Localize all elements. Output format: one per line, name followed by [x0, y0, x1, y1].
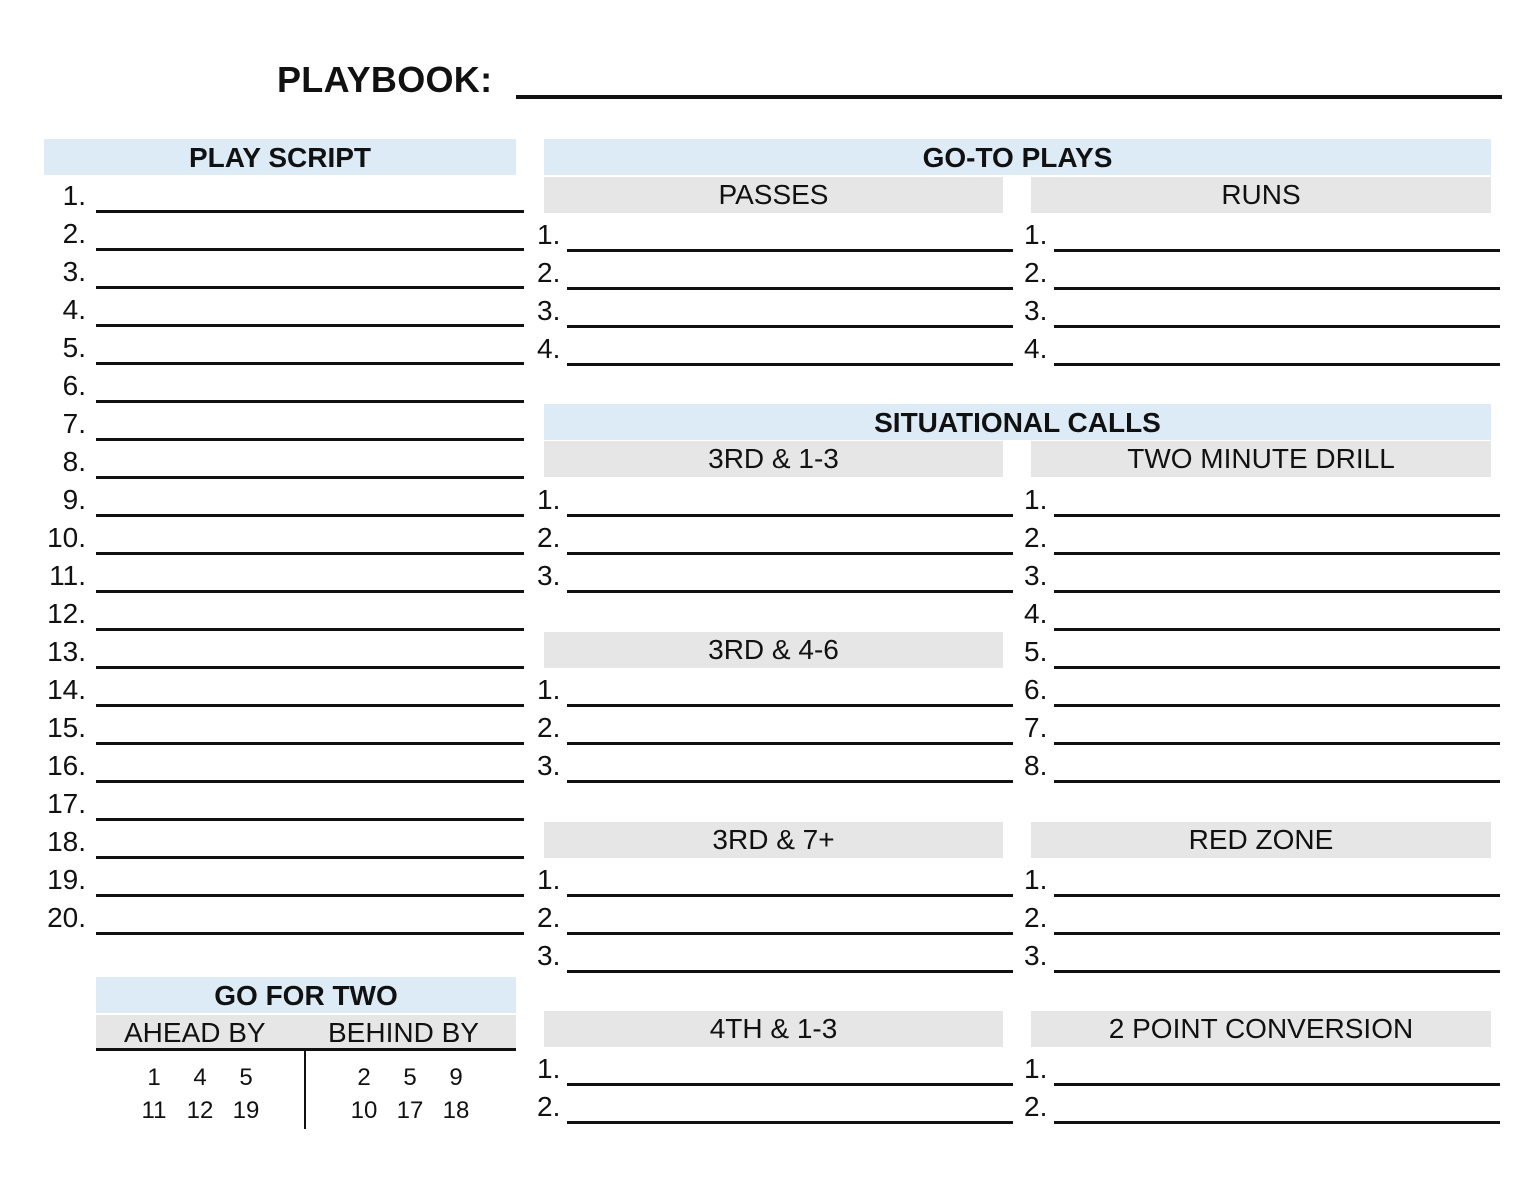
row-number: 1.: [62, 180, 86, 211]
red-zone-row: [1024, 860, 1500, 898]
write-in-line[interactable]: [567, 894, 1013, 897]
write-in-line[interactable]: [96, 780, 524, 783]
row-number: 1.: [1024, 484, 1048, 515]
row-number: 15.: [47, 712, 86, 743]
write-in-line[interactable]: [96, 362, 524, 365]
write-in-line[interactable]: [96, 476, 524, 479]
write-in-line[interactable]: [567, 514, 1013, 517]
runs-row: [1024, 253, 1500, 291]
row-number: 2.: [537, 257, 561, 288]
passes-header: PASSES: [544, 177, 1003, 213]
write-in-line[interactable]: [96, 400, 524, 403]
write-in-line[interactable]: [567, 932, 1013, 935]
row-number: 1.: [537, 674, 561, 705]
row-number: 7.: [62, 408, 86, 439]
behind-by-value: 10: [350, 1097, 378, 1124]
red-zone-row: [1024, 898, 1500, 936]
row-number: 1.: [1024, 864, 1048, 895]
write-in-line[interactable]: [567, 325, 1013, 328]
two-minute-drill-row: [1024, 746, 1500, 784]
write-in-line[interactable]: [96, 514, 524, 517]
third-and-short-header: 3RD & 1-3: [544, 441, 1003, 477]
row-number: 4.: [1024, 598, 1048, 629]
row-number: 3.: [1024, 295, 1048, 326]
row-number: 13.: [47, 636, 86, 667]
row-number: 3.: [62, 256, 86, 287]
write-in-line[interactable]: [1054, 287, 1500, 290]
two-minute-drill-row: [1024, 480, 1500, 518]
row-number: 12.: [47, 598, 86, 629]
write-in-line[interactable]: [567, 970, 1013, 973]
two-minute-drill-row: [1024, 518, 1500, 556]
write-in-line[interactable]: [1054, 1121, 1500, 1124]
row-number: 11.: [49, 560, 86, 591]
write-in-line[interactable]: [1054, 363, 1500, 366]
row-number: 3.: [1024, 560, 1048, 591]
third-and-long-row: [537, 860, 1013, 898]
two-point-conversion-row: [1024, 1049, 1500, 1087]
write-in-line[interactable]: [1054, 249, 1500, 252]
write-in-line[interactable]: [96, 590, 524, 593]
behind-by-value: 18: [442, 1097, 470, 1124]
two-minute-drill-row: [1024, 708, 1500, 746]
ahead-by-label: AHEAD BY: [124, 1017, 266, 1048]
ahead-by-value: 5: [239, 1064, 253, 1091]
third-and-short-row: [537, 556, 1013, 594]
write-in-line[interactable]: [567, 590, 1013, 593]
two-minute-drill-row: [1024, 594, 1500, 632]
play-script-row: [44, 366, 524, 404]
play-script-row: [44, 480, 524, 518]
row-number: 5.: [1024, 636, 1048, 667]
play-script-row: [44, 632, 524, 670]
row-number: 2.: [1024, 1091, 1048, 1122]
go-to-plays-header: GO-TO PLAYS: [544, 139, 1491, 175]
third-and-short-row: [537, 480, 1013, 518]
ahead-by-value: 1: [147, 1064, 161, 1091]
write-in-line[interactable]: [567, 1121, 1013, 1124]
passes-row: [537, 291, 1013, 329]
row-number: 7.: [1024, 712, 1048, 743]
play-script-row: [44, 214, 524, 252]
write-in-line[interactable]: [96, 210, 524, 213]
third-and-medium-row: [537, 670, 1013, 708]
write-in-line[interactable]: [567, 742, 1013, 745]
write-in-line[interactable]: [1054, 666, 1500, 669]
row-number: 4.: [1024, 333, 1048, 364]
row-number: 2.: [537, 902, 561, 933]
third-and-long-header: 3RD & 7+: [544, 822, 1003, 858]
behind-by-value: 2: [357, 1064, 371, 1091]
play-script-row: [44, 708, 524, 746]
passes-row: [537, 253, 1013, 291]
write-in-line[interactable]: [567, 1083, 1013, 1086]
write-in-line[interactable]: [96, 818, 524, 821]
third-and-long-row: [537, 936, 1013, 974]
two-point-conversion-row: [1024, 1087, 1500, 1125]
runs-row: [1024, 291, 1500, 329]
row-number: 14.: [47, 674, 86, 705]
write-in-line[interactable]: [96, 666, 524, 669]
write-in-line[interactable]: [96, 438, 524, 441]
red-zone-header: RED ZONE: [1031, 822, 1491, 858]
play-script-row: [44, 594, 524, 632]
row-number: 6.: [1024, 674, 1048, 705]
write-in-line[interactable]: [96, 856, 524, 859]
behind-by-value: 5: [403, 1064, 417, 1091]
row-number: 3.: [537, 295, 561, 326]
row-number: 1.: [1024, 1053, 1048, 1084]
row-number: 2.: [1024, 522, 1048, 553]
two-minute-drill-row: [1024, 632, 1500, 670]
write-in-line[interactable]: [1054, 325, 1500, 328]
behind-by-value: 17: [396, 1097, 424, 1124]
runs-header: RUNS: [1031, 177, 1491, 213]
row-number: 17.: [47, 788, 86, 819]
passes-row: [537, 215, 1013, 253]
third-and-medium-row: [537, 708, 1013, 746]
write-in-line[interactable]: [96, 894, 524, 897]
row-number: 1.: [1024, 219, 1048, 250]
write-in-line[interactable]: [567, 780, 1013, 783]
play-script-row: [44, 670, 524, 708]
row-number: 4.: [537, 333, 561, 364]
play-script-row: [44, 822, 524, 860]
row-number: 2.: [1024, 257, 1048, 288]
ahead-by-value: 19: [232, 1097, 260, 1124]
situational-calls-header: SITUATIONAL CALLS: [544, 404, 1491, 440]
page-title: PLAYBOOK:: [277, 59, 493, 100]
write-in-line[interactable]: [1054, 894, 1500, 897]
row-number: 3.: [537, 750, 561, 781]
play-script-row: [44, 898, 524, 936]
write-in-line[interactable]: [567, 287, 1013, 290]
write-in-line[interactable]: [1054, 628, 1500, 631]
row-number: 6.: [62, 370, 86, 401]
row-number: 19.: [47, 864, 86, 895]
go-for-two-divider: [304, 1051, 306, 1129]
write-in-line[interactable]: [96, 704, 524, 707]
two-minute-drill-header: TWO MINUTE DRILL: [1031, 441, 1491, 477]
write-in-line[interactable]: [1054, 590, 1500, 593]
third-and-short-row: [537, 518, 1013, 556]
row-number: 2.: [1024, 902, 1048, 933]
row-number: 5.: [62, 332, 86, 363]
write-in-line[interactable]: [567, 249, 1013, 252]
write-in-line[interactable]: [1054, 1083, 1500, 1086]
fourth-and-short-header: 4TH & 1-3: [544, 1011, 1003, 1047]
row-number: 1.: [537, 1053, 561, 1084]
row-number: 2.: [537, 522, 561, 553]
two-point-conversion-header: 2 POINT CONVERSION: [1031, 1011, 1491, 1047]
fourth-and-short-row: [537, 1087, 1013, 1125]
go-for-two-header: GO FOR TWO: [96, 977, 516, 1013]
write-in-line[interactable]: [1054, 780, 1500, 783]
two-minute-drill-row: [1024, 670, 1500, 708]
fourth-and-short-row: [537, 1049, 1013, 1087]
ahead-by-value: 11: [141, 1097, 167, 1124]
row-number: 1.: [537, 864, 561, 895]
write-in-line[interactable]: [1054, 742, 1500, 745]
write-in-line[interactable]: [1054, 552, 1500, 555]
row-number: 4.: [62, 294, 86, 325]
write-in-line[interactable]: [96, 248, 524, 251]
row-number: 18.: [47, 826, 86, 857]
behind-by-value: 9: [449, 1064, 463, 1091]
go-for-two-subheader: [96, 1015, 516, 1051]
write-in-line[interactable]: [567, 552, 1013, 555]
ahead-by-value: 4: [193, 1064, 207, 1091]
write-in-line[interactable]: [567, 363, 1013, 366]
write-in-line[interactable]: [1054, 514, 1500, 517]
write-in-line[interactable]: [96, 742, 524, 745]
row-number: 2.: [537, 1091, 561, 1122]
write-in-line[interactable]: [567, 704, 1013, 707]
playbook-name-line[interactable]: [516, 95, 1502, 99]
play-script-row: [44, 442, 524, 480]
red-zone-row: [1024, 936, 1500, 974]
passes-row: [537, 329, 1013, 367]
row-number: 9.: [62, 484, 86, 515]
play-script-row: [44, 784, 524, 822]
row-number: 10.: [47, 522, 86, 553]
play-script-row: [44, 556, 524, 594]
row-number: 16.: [47, 750, 86, 781]
play-script-row: [44, 860, 524, 898]
row-number: 8.: [62, 446, 86, 477]
write-in-line[interactable]: [96, 932, 524, 935]
play-script-row: [44, 404, 524, 442]
write-in-line[interactable]: [96, 286, 524, 289]
write-in-line[interactable]: [1054, 704, 1500, 707]
row-number: 8.: [1024, 750, 1048, 781]
write-in-line[interactable]: [96, 628, 524, 631]
write-in-line[interactable]: [96, 552, 524, 555]
write-in-line[interactable]: [1054, 970, 1500, 973]
write-in-line[interactable]: [1054, 932, 1500, 935]
row-number: 1.: [537, 219, 561, 250]
row-number: 20.: [47, 902, 86, 933]
play-script-row: [44, 328, 524, 366]
third-and-medium-row: [537, 746, 1013, 784]
play-script-row: [44, 252, 524, 290]
row-number: 2.: [62, 218, 86, 249]
row-number: 3.: [537, 940, 561, 971]
play-script-row: [44, 746, 524, 784]
write-in-line[interactable]: [96, 324, 524, 327]
row-number: 3.: [1024, 940, 1048, 971]
row-number: 3.: [537, 560, 561, 591]
behind-by-label: BEHIND BY: [328, 1017, 479, 1048]
runs-row: [1024, 329, 1500, 367]
play-script-row: [44, 290, 524, 328]
third-and-medium-header: 3RD & 4-6: [544, 632, 1003, 668]
play-script-header: PLAY SCRIPT: [44, 139, 516, 175]
play-script-row: [44, 176, 524, 214]
third-and-long-row: [537, 898, 1013, 936]
play-script-row: [44, 518, 524, 556]
ahead-by-value: 12: [186, 1097, 214, 1124]
two-minute-drill-row: [1024, 556, 1500, 594]
runs-row: [1024, 215, 1500, 253]
row-number: 1.: [537, 484, 561, 515]
row-number: 2.: [537, 712, 561, 743]
